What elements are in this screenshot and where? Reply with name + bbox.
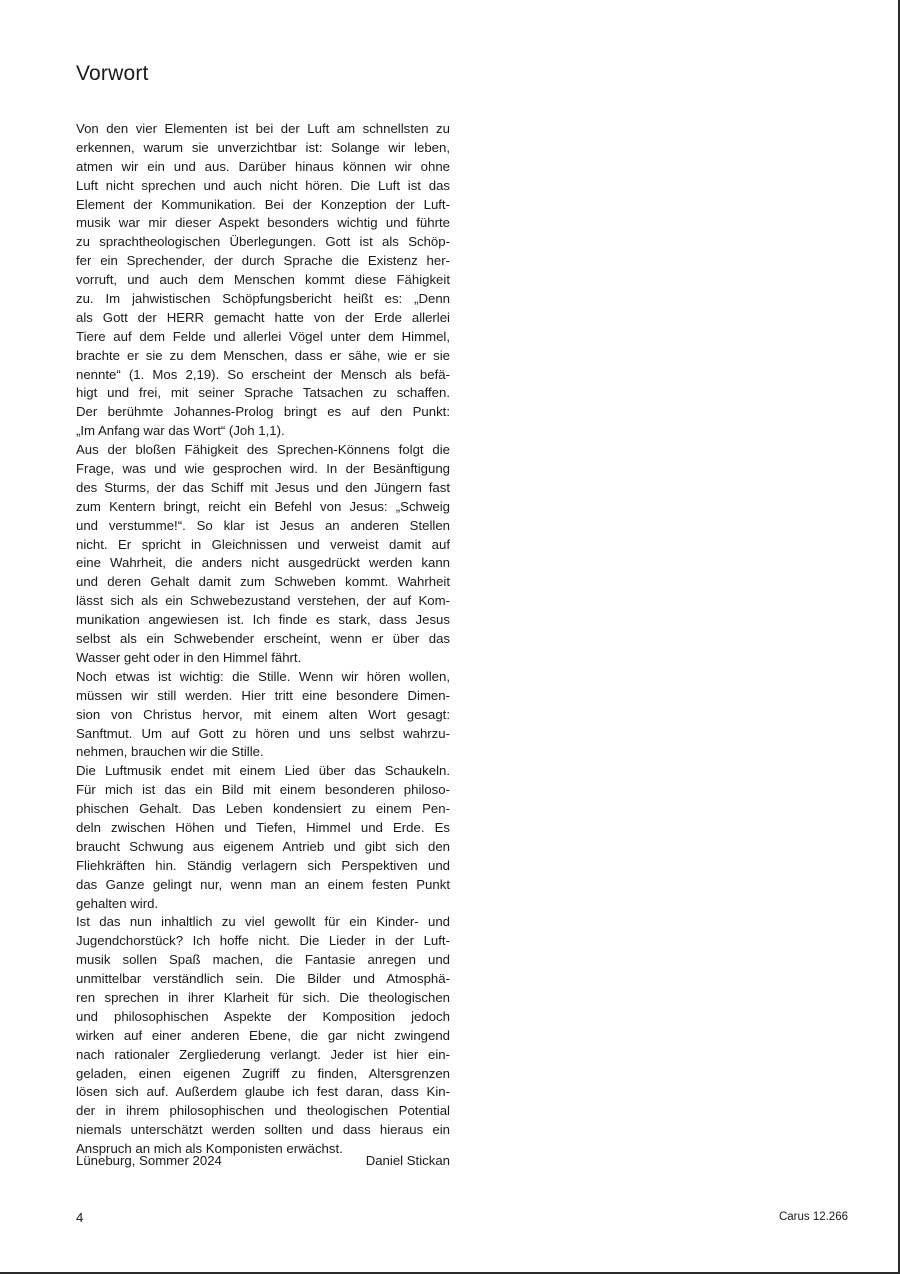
text-line: Frage, was und wie gesprochen wird. In der Besänftigung xyxy=(76,461,450,477)
text-line: und verstumme!“. So klar ist Jesus an anderen Stellen xyxy=(76,517,450,533)
text-line: gehalten wird. xyxy=(76,895,159,911)
text-line: lässt sich als ein Schwebezustand verstehen, der auf Kom- xyxy=(76,593,450,609)
text-line: brachte er sie zu dem Menschen, dass er sähe, wie er sie xyxy=(76,347,450,363)
text-line: und philosophischen Aspekte der Komposition jedoch xyxy=(76,1008,450,1024)
text-line: Anspruch an mich als Komponisten erwächst. xyxy=(76,1141,343,1157)
text-line: deln zwischen Höhen und Tiefen, Himmel und Erde. Es xyxy=(76,819,450,835)
text-line: Tiere auf dem Felde und allerlei Vögel unter dem Himmel, xyxy=(76,328,450,344)
text-line: unmittelbar verständlich sein. Die Bilder und Atmosphä- xyxy=(76,971,450,987)
text-line: lösen sich auf. Außerdem glaube ich fest daran, dass Kin- xyxy=(76,1084,450,1100)
text-line: atmen wir ein und aus. Darüber hinaus können wir ohne xyxy=(76,158,450,174)
text-line: Ist das nun inhaltlich zu viel gewollt für ein Kinder- und xyxy=(76,914,450,930)
text-line: „Im Anfang war das Wort“ (Joh 1,1). xyxy=(76,423,285,439)
text-line: Element der Kommunikation. Bei der Konzeption der Luft- xyxy=(76,196,450,212)
text-line: braucht Schwung aus eigenem Antrieb und gibt sich den xyxy=(76,838,450,854)
text-line: musik sollen Spaß machen, die Fantasie anregen und xyxy=(76,952,450,968)
text-line: musik war mir dieser Aspekt besonders wichtig und führte xyxy=(76,215,450,231)
text-line: nach rationaler Zergliederung verlangt. Jeder ist hier ein- xyxy=(76,1046,450,1062)
text-line: müssen wir still werden. Hier tritt eine besondere Dimen- xyxy=(76,687,450,703)
text-line: Jugendchorstück? Ich hoffe nicht. Die Lieder in der Luft- xyxy=(76,933,450,949)
text-line: Von den vier Elementen ist bei der Luft am schnellsten zu xyxy=(76,121,450,136)
text-line: selbst als ein Schwebender erscheint, wenn er über das xyxy=(76,631,450,647)
text-line: Wasser geht oder in den Himmel fährt. xyxy=(76,649,302,665)
text-line: als Gott der HERR gemacht hatte von der Erde allerlei xyxy=(76,309,450,325)
text-line: higt und frei, mit seiner Sprache Tatsachen zu schaffen. xyxy=(76,385,450,401)
text-line: Aus der bloßen Fähigkeit des Sprechen-Könnens folgt die xyxy=(76,442,450,458)
text-line: sion von Christus hervor, mit einem alten Wort gesagt: xyxy=(76,706,450,722)
place-date: Lüneburg, Sommer 2024 xyxy=(76,1153,222,1168)
text-line: eine Wahrheit, die anders nicht ausgedrückt werden kann xyxy=(76,555,450,571)
text-line: munikation angewiesen ist. Ich finde es stark, dass Jesus xyxy=(76,612,450,628)
text-line: Der berühmte Johannes-Prolog bringt es auf den Punkt: xyxy=(76,404,450,420)
text-line: Fliehkräften hin. Ständig verlagern sich Perspektiven und xyxy=(76,857,450,873)
text-line: zu. Im jahwistischen Schöpfungsbericht heißt es: „Denn xyxy=(76,291,450,307)
text-line: und deren Gehalt damit zum Schweben kommt. Wahrheit xyxy=(76,574,450,590)
text-line: fer ein Sprechender, der durch Sprache die Existenz her- xyxy=(76,253,450,269)
text-line: zum Kentern bringt, reicht ein Befehl von Jesus: „Schweig xyxy=(76,498,450,514)
text-line: phischen Gehalt. Das Leben kondensiert zu einem Pen- xyxy=(76,801,450,817)
text-line: niemals unterschätzt werden sollten und dass hieraus ein xyxy=(76,1122,450,1138)
text-line: Sanftmut. Um auf Gott zu hören und uns selbst wahrzu- xyxy=(76,725,450,741)
text-line: Noch etwas ist wichtig: die Stille. Wenn wir hören wollen, xyxy=(76,668,450,684)
text-line: nicht. Er spricht in Gleichnissen und verweist damit auf xyxy=(76,536,450,552)
text-line: geladen, einen eigenen Zugriff zu finden, Altersgrenzen xyxy=(76,1065,450,1081)
text-line: erkennen, warum sie unverzichtbar ist: Solange wir leben, xyxy=(76,139,450,155)
text-line: des Sturms, der das Schiff mit Jesus und den Jüngern fast xyxy=(76,479,450,495)
text-line: Luft nicht sprechen und auch nicht hören. Die Luft ist das xyxy=(76,177,450,193)
page-title: Vorwort xyxy=(76,62,149,85)
text-line: zu sprachtheologischen Überlegungen. Gott ist als Schöp- xyxy=(76,234,450,250)
catalog-number: Carus 12.266 xyxy=(778,1211,848,1223)
text-line: das Ganze gelingt nur, wenn man an einem festen Punkt xyxy=(76,876,450,892)
text-line: nehmen, brauchen wir die Stille. xyxy=(76,744,264,760)
text-line: nennte“ (1. Mos 2,19). So erscheint der Mensch als befä- xyxy=(76,366,450,382)
signature-block xyxy=(76,1153,450,1168)
text-line: Für mich ist das ein Bild mit einem besonderen philoso- xyxy=(76,782,450,798)
page-number: 4 xyxy=(76,1210,84,1225)
text-line: vorruft, und auch dem Menschen kommt diese Fähigkeit xyxy=(76,272,450,288)
foreword-body xyxy=(76,120,450,1159)
text-line: Die Luftmusik endet mit einem Lied über das Schaukeln. xyxy=(76,763,450,779)
text-line: der in ihrem philosophischen und theologischen Potential xyxy=(76,1103,450,1119)
text-line: ren sprechen in ihrer Klarheit für sich. Die theologischen xyxy=(76,989,450,1005)
text-line: wirken auf einer anderen Ebene, die gar nicht zwingend xyxy=(76,1027,450,1043)
author-name: Daniel Stickan xyxy=(365,1153,450,1168)
